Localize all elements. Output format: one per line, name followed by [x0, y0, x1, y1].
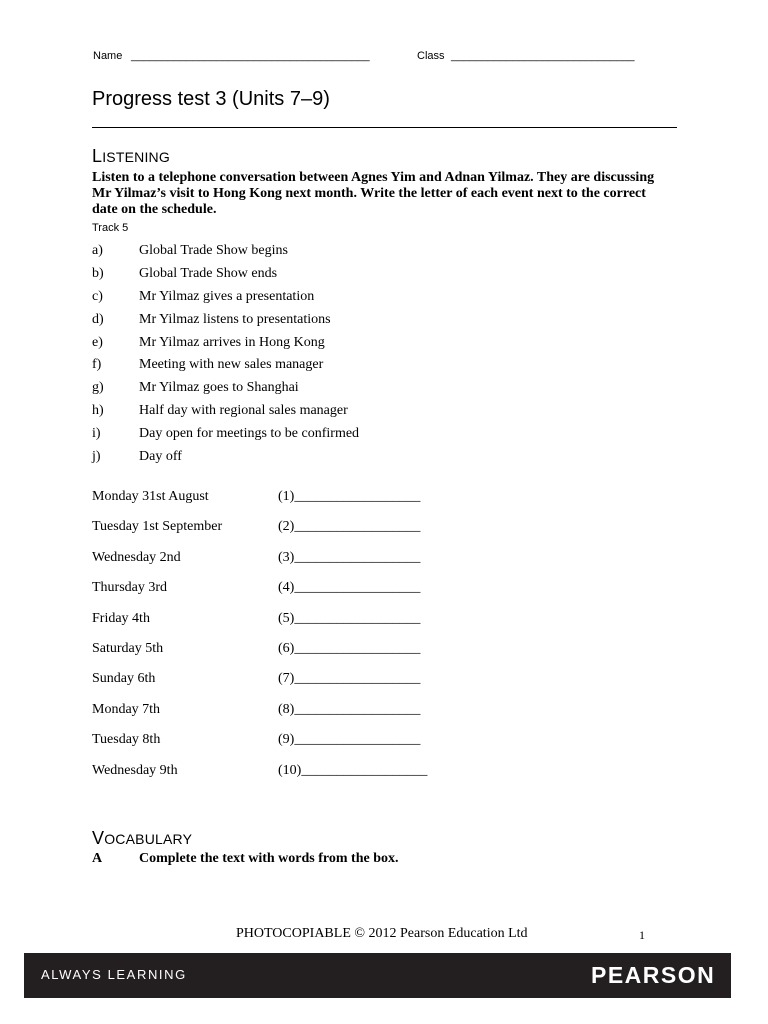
event-item	[92, 400, 652, 423]
title-divider	[92, 127, 677, 128]
event-text: Mr Yilmaz goes to Shanghai	[139, 380, 299, 396]
event-text: Meeting with new sales manager	[139, 357, 324, 373]
event-item	[92, 240, 652, 263]
event-item	[92, 332, 652, 355]
event-item	[92, 377, 652, 400]
event-list	[92, 240, 652, 469]
class-blank: ______________________________	[451, 50, 635, 62]
schedule-date: Wednesday 9th	[92, 762, 178, 778]
schedule-row	[92, 482, 492, 512]
event-letter: c)	[92, 288, 103, 304]
event-letter: a)	[92, 243, 103, 258]
schedule-answer	[278, 604, 420, 634]
schedule-answer	[278, 482, 420, 512]
event-item	[92, 263, 652, 286]
schedule-answer	[278, 695, 420, 725]
footer-copyright: PHOTOCOPIABLE © 2012 Pearson Education Ltd	[236, 926, 528, 941]
schedule-date: Tuesday 1st September	[92, 519, 223, 535]
event-letter: j)	[92, 449, 101, 465]
class-label: Class	[417, 50, 445, 62]
schedule-answer-blank: __________________	[294, 640, 421, 656]
name-label: Name	[93, 50, 123, 62]
page-title: Progress test 3 (Units 7–9)	[92, 88, 330, 110]
schedule-row	[92, 695, 492, 725]
event-text: Half day with regional sales manager	[139, 403, 348, 419]
schedule-answer-blank: __________________	[301, 762, 428, 778]
schedule-answer-blank: __________________	[294, 489, 421, 504]
schedule-date: Thursday 3rd	[92, 580, 168, 596]
schedule-answer-number: (4)	[278, 580, 295, 596]
event-letter: f)	[92, 357, 102, 373]
schedule-date: Monday 7th	[92, 701, 161, 717]
schedule-answer-blank: __________________	[294, 519, 421, 535]
event-text: Mr Yilmaz arrives in Hong Kong	[139, 334, 325, 350]
schedule-answer-blank: __________________	[294, 549, 421, 565]
exercise-letter: A	[92, 851, 103, 866]
listening-instructions: Listen to a telephone conversation between Agnes Yim and Adnan Yilmaz. They are discussing Mr Yilmaz’s visit to Hong Kong next month. Write the letter of each event next to the correct date on the schedule.	[92, 170, 655, 217]
schedule-answer-number: (7)	[278, 671, 295, 687]
schedule-answer-blank: __________________	[294, 580, 421, 596]
event-item	[92, 309, 652, 332]
event-item	[92, 354, 652, 377]
schedule-list	[92, 482, 492, 786]
schedule-row	[92, 634, 492, 664]
event-text: Mr Yilmaz listens to presentations	[139, 311, 331, 327]
name-blank: _______________________________________	[131, 50, 370, 62]
schedule-answer-blank: __________________	[294, 732, 421, 748]
schedule-answer	[278, 512, 420, 542]
schedule-row	[92, 512, 492, 542]
schedule-answer-number: (9)	[278, 732, 295, 748]
schedule-date: Monday 31st August	[92, 489, 209, 504]
schedule-answer	[278, 756, 427, 786]
schedule-answer	[278, 573, 420, 603]
event-item	[92, 423, 652, 446]
event-text: Mr Yilmaz gives a presentation	[139, 288, 315, 304]
schedule-answer-blank: __________________	[294, 610, 421, 626]
schedule-date: Wednesday 2nd	[92, 549, 181, 565]
exercise-instruction: Complete the text with words from the box.	[139, 851, 399, 866]
schedule-answer	[278, 543, 420, 573]
schedule-answer-blank: __________________	[294, 671, 421, 687]
schedule-row	[92, 604, 492, 634]
event-item	[92, 446, 652, 469]
event-text: Day off	[139, 449, 182, 465]
schedule-answer-number: (1)	[278, 489, 295, 504]
event-letter: h)	[92, 403, 104, 419]
page-number: 1	[639, 928, 645, 942]
pearson-logo: PEARSON	[591, 962, 716, 988]
footer-band	[24, 953, 731, 998]
schedule-date: Sunday 6th	[92, 671, 156, 687]
schedule-answer-blank: __________________	[294, 701, 421, 717]
event-item	[92, 286, 652, 309]
schedule-answer-number: (6)	[278, 640, 295, 656]
schedule-date: Saturday 5th	[92, 640, 164, 656]
event-text: Day open for meetings to be confirmed	[139, 426, 360, 442]
schedule-answer	[278, 634, 420, 664]
schedule-row	[92, 664, 492, 694]
schedule-answer	[278, 664, 420, 694]
event-text: Global Trade Show ends	[139, 265, 278, 281]
schedule-row	[92, 725, 492, 755]
schedule-answer-number: (10)	[278, 762, 302, 778]
schedule-answer-number: (5)	[278, 610, 295, 626]
schedule-answer-number: (8)	[278, 701, 295, 717]
schedule-date: Tuesday 8th	[92, 732, 161, 748]
schedule-row	[92, 573, 492, 603]
event-letter: e)	[92, 334, 103, 350]
event-letter: d)	[92, 311, 104, 327]
schedule-date: Friday 4th	[92, 610, 150, 626]
schedule-answer-number: (2)	[278, 519, 295, 535]
schedule-row	[92, 543, 492, 573]
event-letter: g)	[92, 380, 104, 396]
event-letter: b)	[92, 265, 104, 281]
always-learning-tagline: ALWAYS LEARNING	[41, 967, 187, 982]
schedule-answer	[278, 725, 420, 755]
track-label: Track 5	[92, 222, 129, 234]
event-letter: i)	[92, 426, 101, 442]
event-text: Global Trade Show begins	[139, 243, 288, 258]
schedule-answer-number: (3)	[278, 549, 295, 565]
schedule-row	[92, 756, 492, 786]
section-heading-listening: LISTENING	[92, 146, 170, 166]
section-heading-vocabulary: VOCABULARY	[92, 828, 193, 848]
